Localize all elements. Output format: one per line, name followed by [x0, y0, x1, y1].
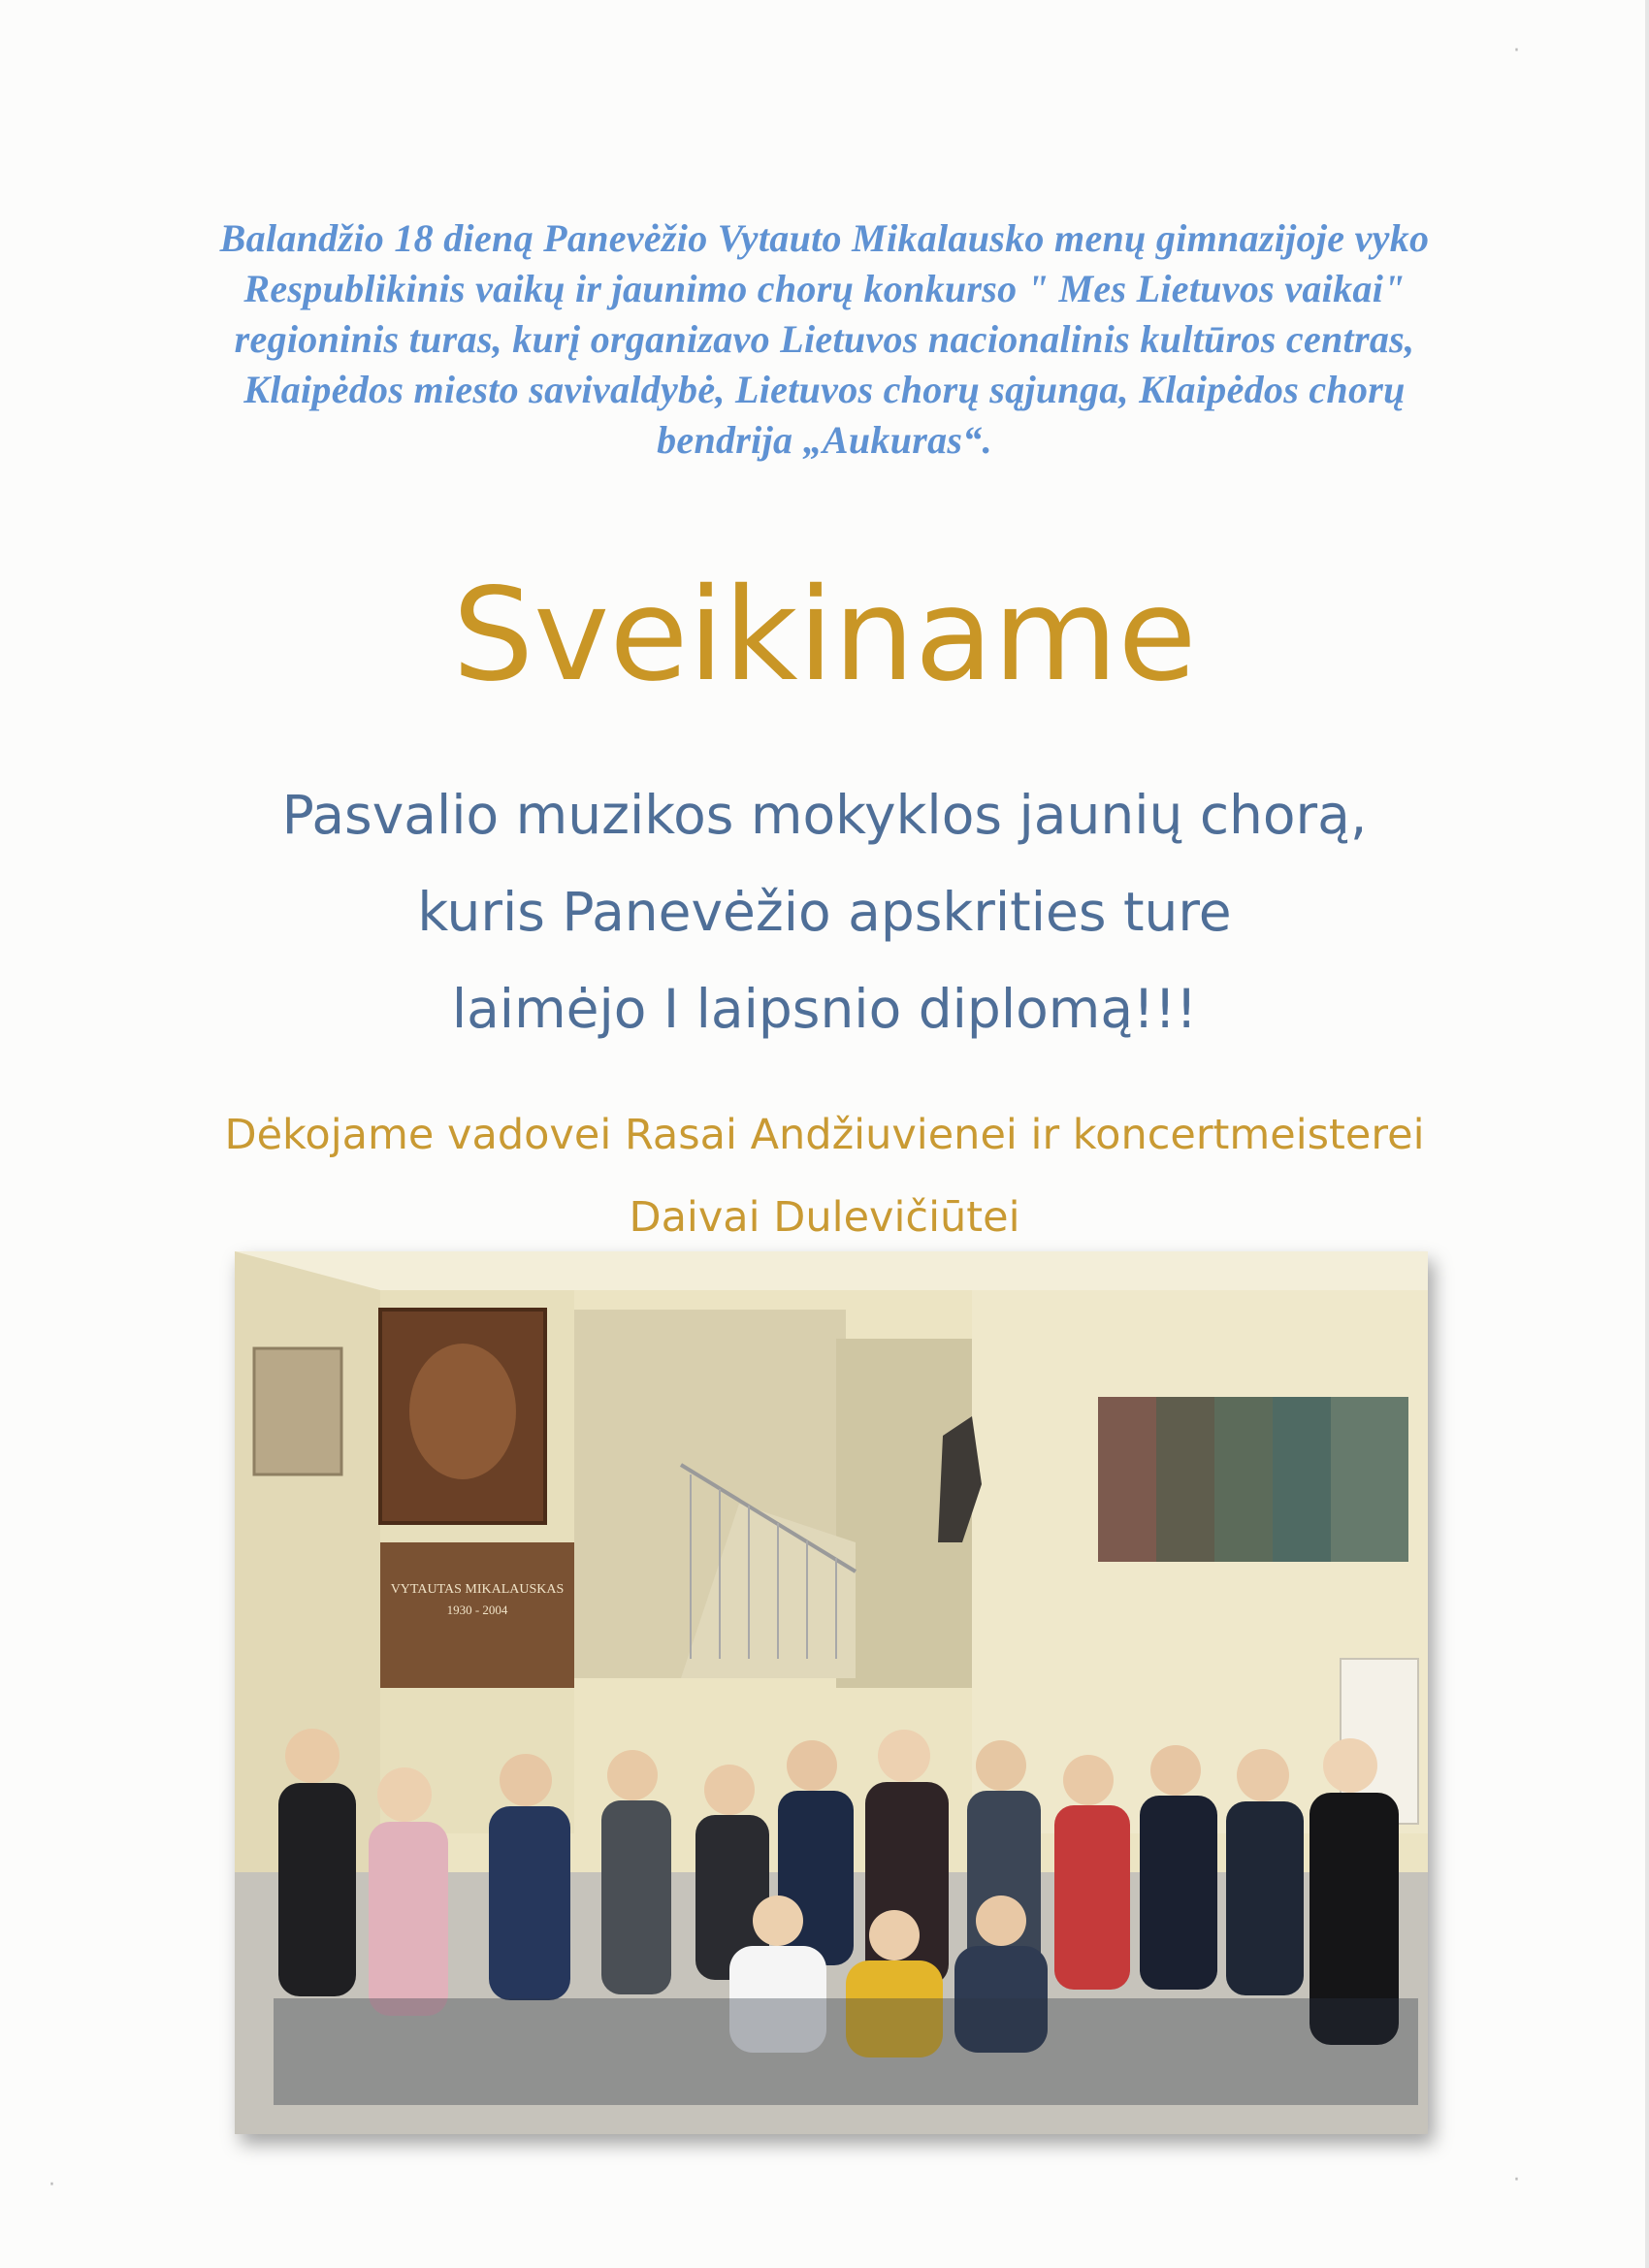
scan-edge-shadow: [1645, 0, 1649, 2268]
intro-line: regioninis turas, kurį organizavo Lietuvos nacionalinis kultūros centras,: [234, 317, 1415, 361]
congratulation-line: Pasvalio muzikos mokyklos jaunių chorą,: [281, 784, 1368, 846]
intro-line: bendrija „Aukuras“.: [657, 418, 992, 462]
plaque-dates: 1930 - 2004: [446, 1603, 508, 1617]
scan-speck: ·: [1513, 2168, 1520, 2192]
choir-group-photo: [235, 1251, 1428, 2134]
headline: Sveikiname: [452, 561, 1197, 710]
intro-paragraph: [116, 213, 1533, 466]
intro-line: Balandžio 18 dieną Panevėžio Vytauto Mikalausko menų gimnazijoje vyko: [219, 216, 1430, 260]
congratulation-line: kuris Panevėžio apskrities ture: [417, 881, 1232, 943]
intro-line: Klaipėdos miesto savivaldybė, Lietuvos chorų sąjunga, Klaipėdos chorų: [243, 368, 1406, 411]
congratulation-text: [97, 766, 1552, 1057]
congratulation-line: laimėjo I laipsnio diplomą!!!: [451, 978, 1198, 1040]
thanks-text: [97, 1094, 1552, 1259]
scan-speck: ·: [48, 2173, 55, 2197]
thanks-line: Daivai Dulevičiūtei: [629, 1193, 1020, 1242]
intro-line: Respublikinis vaikų ir jaunimo chorų konkurso " Mes Lietuvos vaikai": [243, 267, 1406, 310]
scan-speck: ·: [1513, 39, 1520, 63]
plaque-name: VYTAUTAS MIKALAUSKAS: [390, 1582, 565, 1597]
thanks-line: Dėkojame vadovei Rasai Andžiuvienei ir koncertmeisterei: [224, 1111, 1425, 1159]
